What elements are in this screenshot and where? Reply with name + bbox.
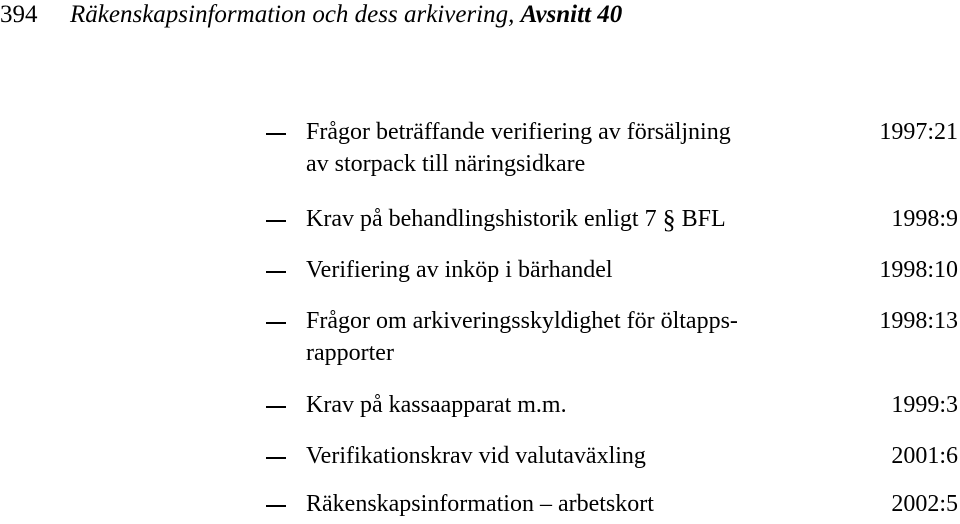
dash-bullet — [266, 271, 286, 273]
section-symbol: § — [662, 205, 676, 234]
entry-reference: 1998:13 — [879, 308, 958, 334]
dash-bullet — [266, 505, 286, 507]
dash-bullet — [266, 322, 286, 324]
entry-reference: 1998:9 — [891, 206, 958, 232]
entry-title: Krav på kassaapparat m.m. — [306, 392, 567, 418]
entry-reference: 1997:21 — [879, 119, 958, 145]
running-title-text: Räkenskapsinformation och dess arkivering, — [70, 1, 515, 28]
entry-reference: 2002:5 — [891, 491, 958, 517]
page-number: 394 — [0, 1, 38, 28]
entry-title — [306, 203, 836, 235]
entry-title: Räkenskapsinformation – arbetskort — [306, 491, 654, 517]
entry-reference: 1998:10 — [879, 257, 958, 283]
dash-bullet — [266, 406, 286, 408]
entry-reference: 1999:3 — [891, 392, 958, 418]
dash-bullet — [266, 220, 286, 222]
entry-title-part: Krav på behandlingshistorik enligt 7 — [306, 206, 657, 232]
entry-title-part: BFL — [681, 206, 726, 232]
dash-bullet — [266, 457, 286, 459]
entry-title: Verifikationskrav vid valutaväxling — [306, 443, 646, 469]
entry-title: Frågor beträffande verifiering av försäljning av storpack till näringsidkare — [306, 119, 731, 177]
section-label: Avsnitt 40 — [520, 1, 623, 28]
entry-title: Verifiering av inköp i bärhandel — [306, 257, 613, 283]
entry-title: Frågor om arkiveringsskyldighet för öltapps- rapporter — [306, 308, 738, 366]
dash-bullet — [266, 133, 286, 135]
entry-reference: 2001:6 — [891, 443, 958, 469]
running-title — [70, 0, 622, 30]
